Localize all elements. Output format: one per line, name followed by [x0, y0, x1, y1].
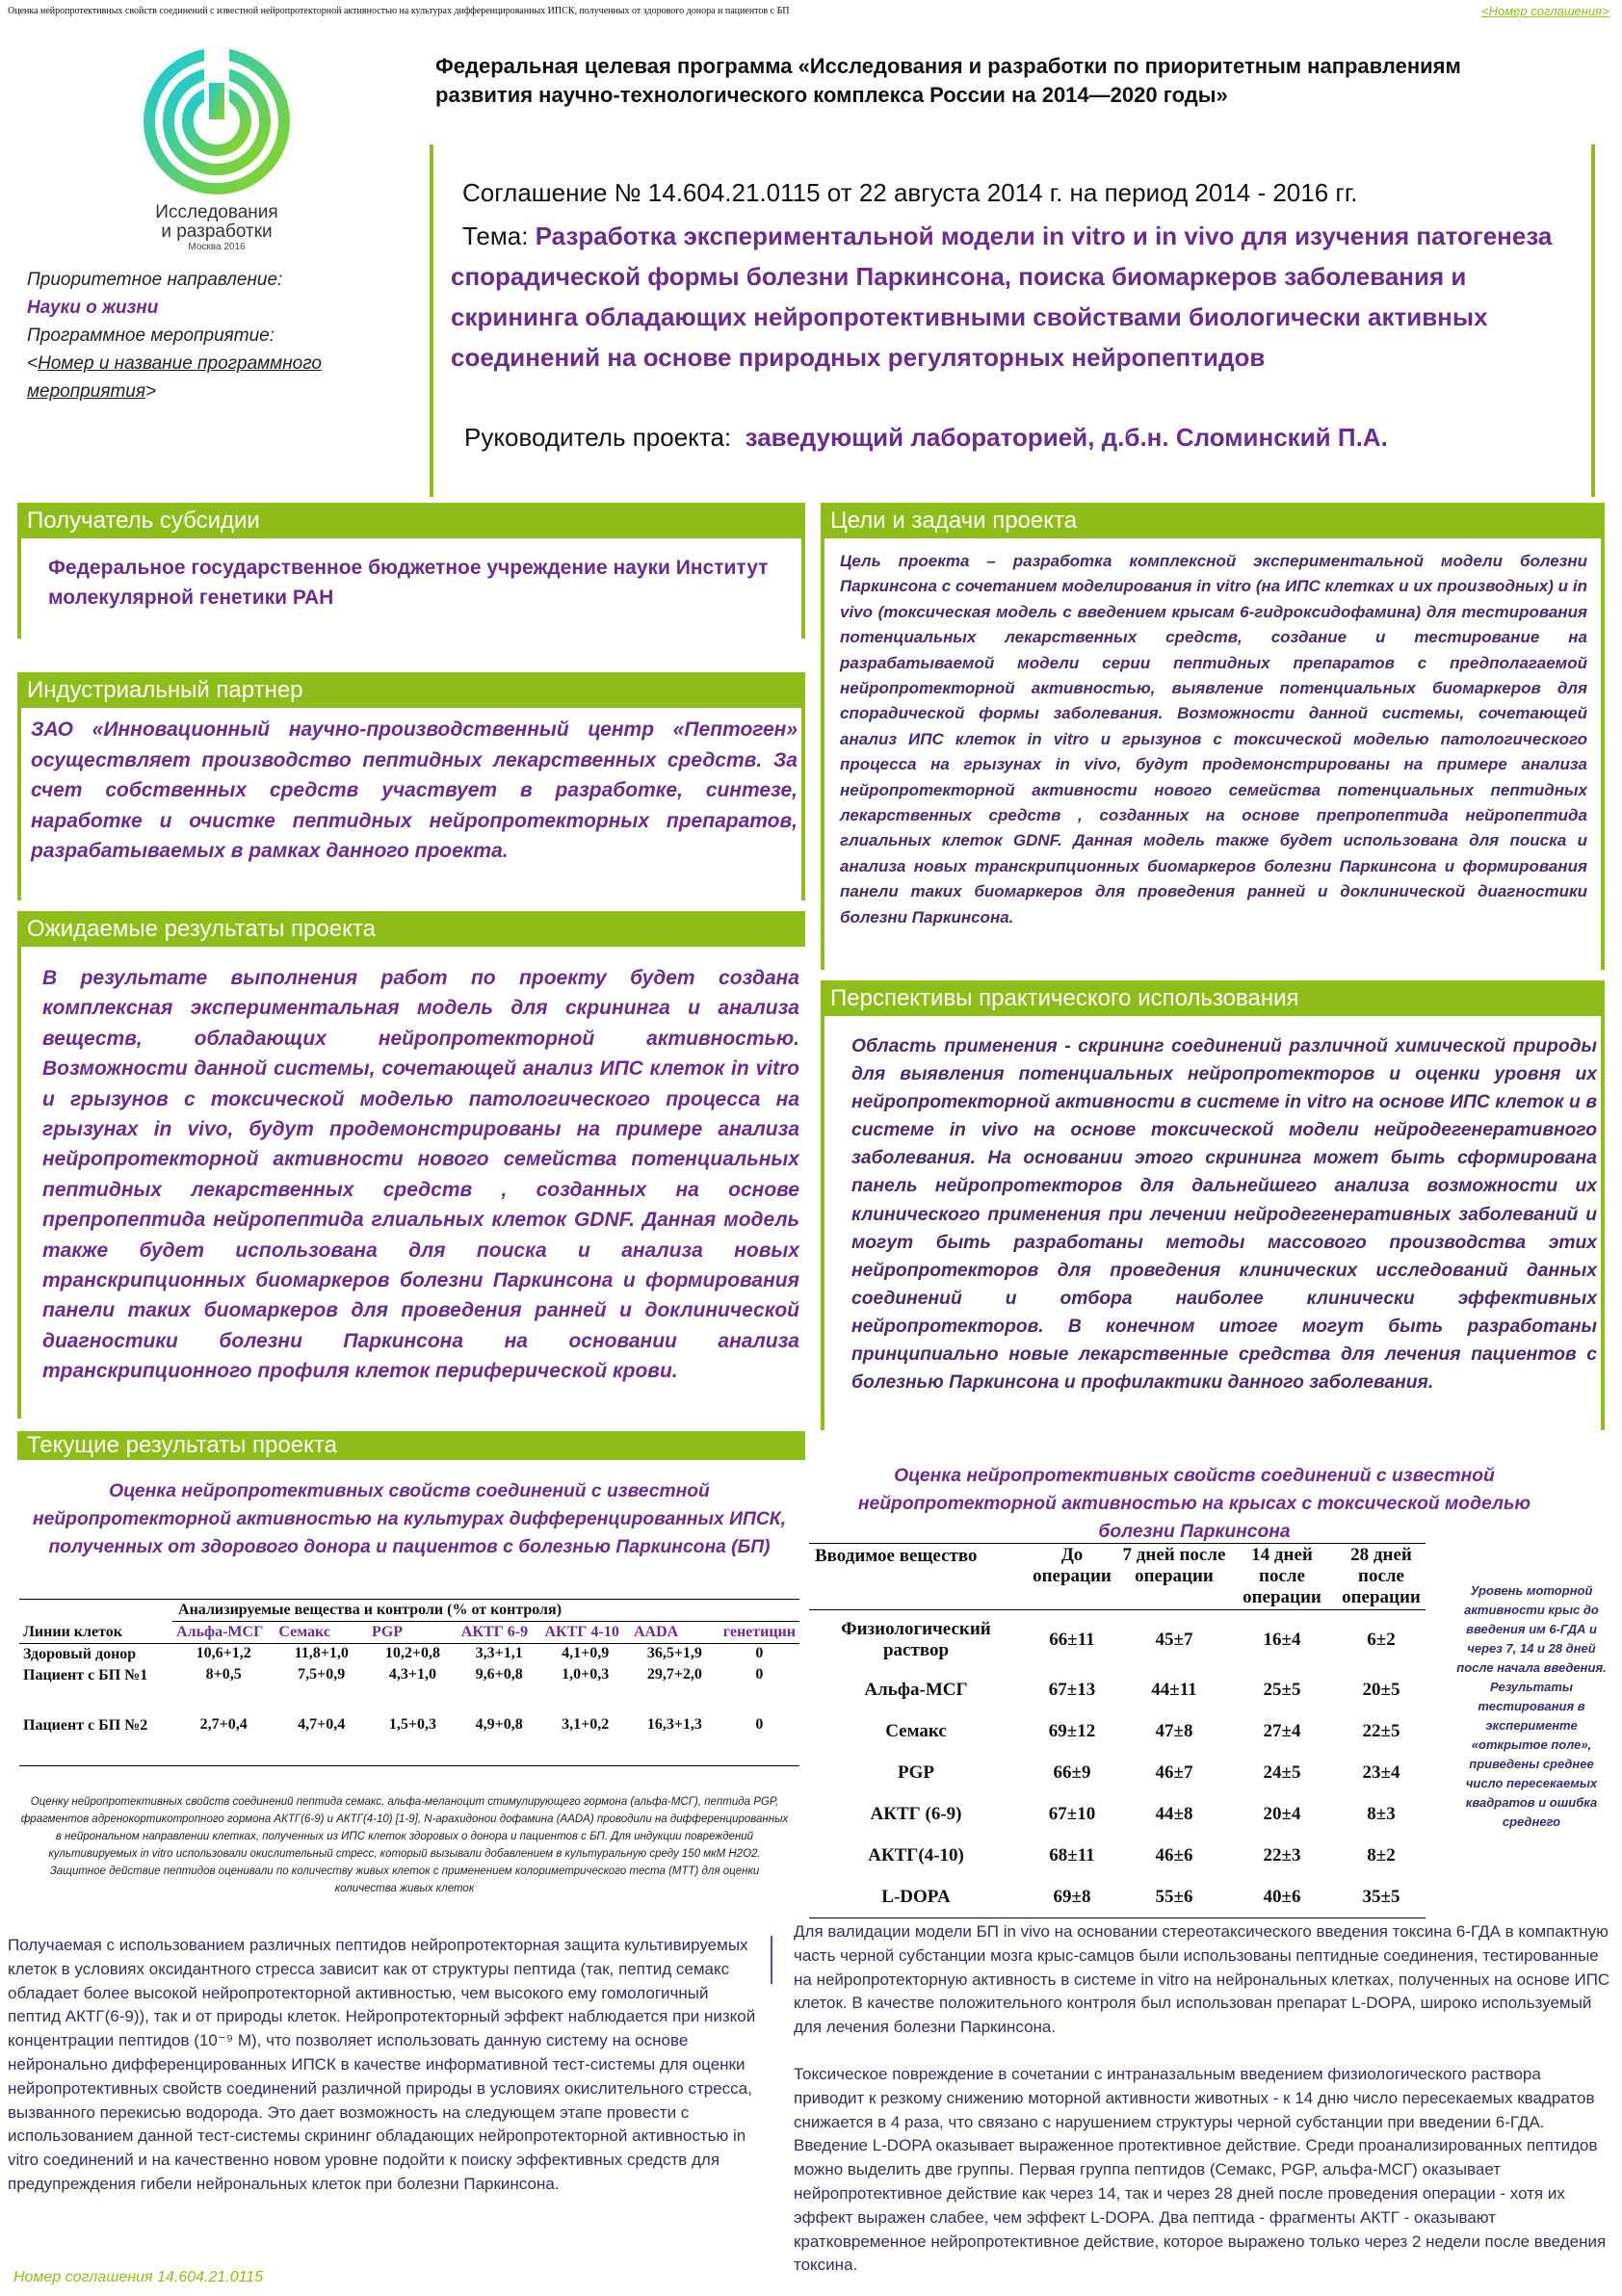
- table1-cell: 4,9+0,8: [475, 1716, 523, 1733]
- table2-cell: 35±5: [1362, 1886, 1400, 1907]
- prospects-right-line: [1601, 1016, 1605, 1430]
- table2-cell: 69±12: [1048, 1721, 1096, 1741]
- table2-col-header: 28 дней после операции: [1342, 1545, 1421, 1607]
- table2-row-name: L-DOPA: [881, 1886, 951, 1907]
- header-expected: Ожидаемые результаты проекта: [17, 911, 805, 947]
- table2-cell: 44±11: [1151, 1680, 1197, 1700]
- table1-row-header: Линии клеток: [23, 1623, 122, 1640]
- table2-cell: 6±2: [1367, 1629, 1396, 1650]
- table2-row-name: АКТГ(4-10): [868, 1845, 964, 1866]
- event-label: Программное мероприятие:: [27, 326, 275, 346]
- table2-cell: 25±5: [1263, 1680, 1301, 1700]
- table1-cell: 8+0,5: [205, 1666, 242, 1683]
- table1-cell: 29,7+2,0: [646, 1666, 702, 1683]
- table1-group-header: Анализируемые вещества и контроли (% от контроля): [172, 1600, 799, 1622]
- table-row: [809, 1877, 1426, 1918]
- program-title: Федеральная целевая программа «Исследования и разработки по приоритетным направлениям развития научно-технологического комплекса России на 2014—2020 годы»: [435, 54, 1461, 107]
- table1-cell: 36,5+1,9: [646, 1645, 702, 1661]
- logo-year: Москва 2016: [188, 242, 246, 252]
- recipient-right-line: [801, 538, 805, 639]
- theme-block: [451, 216, 1568, 378]
- expected-left-line: [17, 947, 21, 1419]
- table1-col-header: АКТГ 4-10: [544, 1624, 619, 1640]
- priority-label: Приоритетное направление:: [27, 270, 283, 290]
- project-box-left-line: [430, 144, 433, 497]
- table2-cell: 8±2: [1367, 1845, 1396, 1866]
- table1-col-header: АКТГ 6-9: [460, 1624, 529, 1640]
- header-recipient: Получатель субсидии: [17, 503, 805, 538]
- header-goals: Цели и задачи проекта: [821, 503, 1605, 538]
- table-row: [809, 1836, 1426, 1877]
- header-prospects: Перспективы практического использования: [821, 980, 1605, 1016]
- table2-cell: 20±5: [1362, 1680, 1400, 1700]
- left-info: [27, 266, 393, 405]
- partner-text: ЗАО «Инновационный научно-производственный центр «Пептоген» осуществляет производство пептидных лекарственных средств. За счет собственных средств участвует в разработке, синтезе, наработке и очистке пептидных нейропротекторных препаратов, разрабатываемых в рамках данного проекта.: [31, 718, 798, 862]
- table1-cell: 2,7+0,4: [199, 1716, 248, 1733]
- leader-text: заведующий лабораторией, д.б.н. Сломинский П.А.: [745, 423, 1388, 452]
- footer-agreement: Номер соглашения 14.604.21.0115: [13, 2269, 264, 2285]
- table2-cell: 40±6: [1263, 1886, 1301, 1907]
- table2-col-header: До операции: [1033, 1545, 1112, 1586]
- table1: [19, 1599, 799, 1766]
- table2-row-name: Физиологический раствор: [841, 1618, 991, 1660]
- table2-cell: 45±7: [1155, 1629, 1193, 1650]
- table2-cell: 66±9: [1053, 1762, 1091, 1783]
- expected-text: В результате выполнения работ по проекту будет создана комплексная экспериментальная модель для скрининга и анализа веществ, обладающих нейропротекторной активностью. Возможности данной системы, сочетающей анализ ИПС клеток in vitro и грызунов с токсической моделью патологического процесса на грызунах in vivo, будут продемонстрированы на примере анализа нейропротекторной активности нового семейства потенциальных пептидных лекарственных средств , созданных на основе препропептида нейропептида глиальных клеток GDNF. Данная модель также будет использована для поиска и анализа новых транскрипционных биомаркеров болезни Паркинсона и формирования панели таких биомаркеров для проведения ранней и доклинической диагностики болезни Паркинсона на основании анализа транскрипционного профиля клеток периферической крови.: [42, 967, 799, 1383]
- table1-row-name: Пациент с БП №2: [23, 1717, 148, 1734]
- table2-row-name: Семакс: [885, 1721, 947, 1741]
- goals-right-line: [1601, 538, 1605, 970]
- goals-left-line: [821, 538, 824, 970]
- event-link-wrap: [27, 350, 393, 405]
- table1-col-header: Альфа-МСГ: [176, 1624, 264, 1640]
- leader-label: Руководитель проекта:: [464, 423, 732, 452]
- table1-cell: 4,3+1,0: [388, 1666, 436, 1683]
- table2-cell: 22±3: [1263, 1845, 1301, 1866]
- table2-cell: 22±5: [1362, 1721, 1400, 1741]
- project-box-right-line: [1591, 144, 1595, 497]
- table1-cell: 4,7+0,4: [298, 1716, 346, 1733]
- table-row: [19, 1644, 799, 1666]
- table2-cell: 67±10: [1048, 1804, 1096, 1824]
- table1-cell: 11,8+1,0: [294, 1645, 349, 1661]
- table2-cell: 46±6: [1155, 1845, 1193, 1866]
- table2-row-name: АКТГ (6-9): [870, 1804, 962, 1824]
- table2-cell: 23±4: [1362, 1762, 1400, 1783]
- event-link-open: <: [27, 353, 39, 374]
- table1-caption: Оценка нейропротективных свойств соединений с известной нейропротекторной активностью на культурах дифференцированных ИПСК, полученных от здорового донора и пациентов с болезнью Паркинсона (БП): [33, 1481, 786, 1557]
- table1-col-header: AADA: [633, 1624, 679, 1640]
- event-link-close: >: [145, 381, 157, 402]
- logo-line1: Исследования: [155, 202, 278, 222]
- table2-cell: 44±8: [1155, 1804, 1193, 1824]
- table2-cell: 46±7: [1155, 1762, 1193, 1783]
- agreement-number-link[interactable]: <Номер соглашения>: [1481, 4, 1609, 18]
- table-row: [19, 1715, 799, 1765]
- bottom-right-text-2: Токсическое повреждение в сочетании с интраназальным введением физиологического раствора приводит к резкому снижению моторной активности животных - к 14 дню число пересекаемых квадратов снижается в 4 раза, что связано с нарушением структуры черной субстанции при введении 6-ГДА. Введение L-DOPA оказывает выраженное протективное действие. Среди проанализированных пептидов можно выделить две группы. Первая группа пептидов (Семакс, PGP, альфа-МСГ) оказывает нейропротективное действие как через 14, так и через 28 дней после проведения операции - хотя их эффект выражен слабее, чем эффект L-DOPA. Два пептида - фрагменты АКТГ - оказывают кратковременное нейропротективное действие, которое выражено только через 2 недели после введения токсина.: [794, 2065, 1607, 2275]
- table1-cell: 1,5+0,3: [388, 1716, 436, 1733]
- table1-cell: 7,5+0,9: [298, 1666, 346, 1683]
- table-row: [809, 1610, 1426, 1670]
- prospects-left-line: [821, 1016, 824, 1430]
- table1-cell: 16,3+1,3: [646, 1716, 702, 1733]
- table2-cell: 20±4: [1263, 1804, 1301, 1824]
- table1-cell: 10,6+1,2: [196, 1645, 251, 1661]
- table1-note: Оценку нейропротективных свойств соединений пептида семакс, альфа-меланоцит стимулирующего гормона (альфа-МСГ), пептида PGP, фрагментов адренокортикотропного гормона АКТГ(6-9) и АКТГ(4-10) [1-9], N-арахидонои дофамина (AADA) проводили на дифференцированных в нейрональном направлении клетках, полученных из ИПС клеток здоровых о донора и пациентов с БП. Для индукции повреждений культивируемых in vitro использовали окислительный стресс, который вызывали добавлением в культуральную среду 150 мкМ H2O2. Защитное действие пептидов оценивали по количеству живых клеток с применением колориметрического теста (МТТ) для оценки количества живых клеток: [20, 1796, 789, 1894]
- event-link[interactable]: Номер и название программного мероприятия: [27, 353, 322, 402]
- table2-cell: 69±8: [1053, 1886, 1091, 1907]
- table1-cell: 3,3+1,1: [475, 1645, 523, 1661]
- table2-cell: 68±11: [1049, 1845, 1095, 1866]
- logo-icon: [125, 44, 308, 198]
- table1-cell: 4,1+0,9: [562, 1645, 610, 1661]
- table1-cell: 10,2+0,8: [384, 1645, 440, 1661]
- table2-cell: 47±8: [1155, 1721, 1193, 1741]
- theme-text: Разработка экспериментальной модели in vitro и in vivo для изучения патогенеза спорадической формы болезни Паркинсона, поиска биомаркеров заболевания и скрининга обладающих нейропротективными свойствами биологически активных соединений на основе природных регуляторных нейропептидов: [451, 222, 1553, 372]
- agreement-line: Соглашение № 14.604.21.0115 от 22 августа 2014 г. на период 2014 - 2016 гг.: [462, 178, 1358, 207]
- running-title: Оценка нейропротективных свойств соединений с известной нейропротекторной активностью на культурах дифференцированных ИПСК, полученных от здорового донора и пациентов с БП: [8, 6, 790, 16]
- table1-cell: 1,0+0,3: [562, 1666, 610, 1683]
- table1-col-header: Семакс: [278, 1624, 330, 1640]
- table1-row-name: Пациент с БП №1: [23, 1667, 148, 1683]
- logo-line2: и разработки: [161, 222, 273, 242]
- table2-row-name: Альфа-МСГ: [864, 1680, 968, 1700]
- table2-side-note: Уровень моторной активности крыс до введения им 6-ГДА и через 7, 14 и 28 дней после начала введения. Результаты тестирования в эксперименте «открытое поле», приведены среднее число пересекаемых квадратов и ошибка среднего: [1456, 1583, 1607, 1829]
- table1-cell: 0: [755, 1666, 764, 1683]
- table1-cell: 0: [755, 1716, 764, 1733]
- theme-label: Тема:: [462, 222, 529, 250]
- table2-caption: Оценка нейропротективных свойств соединений с известной нейропротекторной активностью на крысах с токсической моделью болезни Паркинсона: [857, 1466, 1531, 1542]
- priority-value: Науки о жизни: [27, 298, 159, 318]
- bottom-right-text-1: Для валидации модели БП in vivo на основании стереотаксического введения токсина 6-ГДА в компактную часть черной субстанции мозга крыс-самцов были использованы пептидные соединения, тестированные на нейропротекторную активность в системе in vitro на нейрональных клетках, полученных на основе ИПС клеток. В качестве положительного контроля был использован препарат L-DOPA, широко используемый для лечения болезни Паркинсона.: [794, 1922, 1610, 2037]
- table1-cell: 9,6+0,8: [475, 1666, 523, 1683]
- table2-cell: 16±4: [1263, 1629, 1301, 1650]
- recipient-text: Федеральное государственное бюджетное учреждение науки Институт молекулярной генетики РАН: [48, 557, 769, 609]
- table2-col-header: Вводимое вещество: [815, 1546, 978, 1566]
- table-row: [809, 1711, 1426, 1753]
- prospects-text: Область применения - скрининг соединений различной химической природы для выявления потенциальных нейропротекторов и оценки уровня их нейропротекторной активности в системе in vitro на основе ИПС клеток и в системе in vivo на основе токсической модели нейродегенеративного заболевания. На основании этого скрининга может быть сформирована панель нейропротекторов для дальнейшего анализа возможности их клинического применения при лечении нейродегенеративных заболеваний и могут быть разработаны методы массового производства этих нейропротекторов для проведения клинических исследований данных соединений и отбора наиболее клинически эффективных нейропротекторов. В конечном итоге могут быть разработаны принципиально новые лекарственные средства для лечения пациентов с болезнью Паркинсона и профилактики данного заболевания.: [851, 1036, 1597, 1394]
- logo: [125, 44, 308, 260]
- table1-row-name: Здоровый донор: [23, 1646, 137, 1662]
- bottom-left-text: Получаемая с использованием различных пептидов нейропротекторная защита культивируемых клеток в условиях оксидантного стресса зависит как от структуры пептида (так, пептид семакс обладает более высокой нейропротекторной активностью, чем высокого ему гомологичный пептид АКТГ(6-9)), так и от природы клеток. Нейропротекторный эффект наблюдается при низкой концентрации пептидов (10⁻⁹ М), что позволяет использовать данную систему на основе нейронально дифференцированных ИПСК в качестве информативной тест-системы для оценки нейропротективных свойств соединений различной природы в условиях окислительного стресса, вызванного перекисью водорода. Это дает возможность на следующем этапе провести с использованием данной тест-системы скрининг обладающих нейропротекторной активностью in vitro соединений и на качественно новом уровне подойти к поиску эффективных средств для предупреждения гибели нейрональных клеток при болезни Паркинсона.: [8, 1936, 756, 2193]
- partner-left-line: [17, 708, 21, 900]
- table-row: [809, 1794, 1426, 1836]
- table2-cell: 67±13: [1048, 1680, 1096, 1700]
- table2-cell: 66±11: [1049, 1629, 1095, 1650]
- table2-cell: 55±6: [1155, 1886, 1193, 1907]
- table-row: [809, 1753, 1426, 1794]
- bottom-divider: [771, 1936, 772, 1984]
- table1-col-header: генетицин: [722, 1624, 796, 1640]
- header-current: Текущие результаты проекта: [17, 1431, 805, 1460]
- header-partner: Индустриальный партнер: [17, 672, 805, 708]
- table-row: [809, 1670, 1426, 1711]
- table2-cell: 27±4: [1263, 1721, 1301, 1741]
- goals-text: Цель проекта – разработка комплексной экспериментальной модели болезни Паркинсона с сочетанием моделирования in vitro (на ИПС клетках и их производных) и in vivo (токсическая модель с введением крысам 6-гидроксидофамина) для тестирования потенциальных лекарственных средств, создание и тестирование на разрабатываемой модели серии пептидных препаратов с предполагаемой нейропротекторной активностью, выявление потенциальных биомаркеров для спорадической формы заболевания. Возможности данной системы, сочетающей анализ ИПС клеток in vitro и грызунов с токсической моделью патологического процесса на грызунах in vivo, будут продемонстрированы на примере анализа нейропротекторной активности нового семейства потенциальных пептидных лекарственных средств , созданных на основе препропептида нейропептида глиальных клеток GDNF. Данная модель также будет использована для поиска и анализа новых транскрипционных биомаркеров болезни Паркинсона и формирования панели таких биомаркеров для проведения ранней и доклинической диагностики болезни Паркинсона.: [840, 552, 1587, 926]
- table2-cell: 8±3: [1367, 1804, 1396, 1824]
- recipient-left-line: [17, 538, 21, 639]
- table2-col-header: 14 дней после операции: [1243, 1545, 1321, 1607]
- partner-right-line: [801, 708, 805, 900]
- table1-cell: 3,1+0,2: [562, 1716, 610, 1733]
- table1-col-header: PGP: [372, 1624, 404, 1640]
- table2: [809, 1543, 1426, 1918]
- table1-cell: 0: [755, 1645, 764, 1661]
- table2-col-header: 7 дней после операции: [1122, 1545, 1226, 1586]
- table-row: [19, 1665, 799, 1715]
- leader-block: [464, 420, 1388, 455]
- table2-cell: 24±5: [1263, 1762, 1301, 1783]
- table2-row-name: PGP: [898, 1762, 934, 1783]
